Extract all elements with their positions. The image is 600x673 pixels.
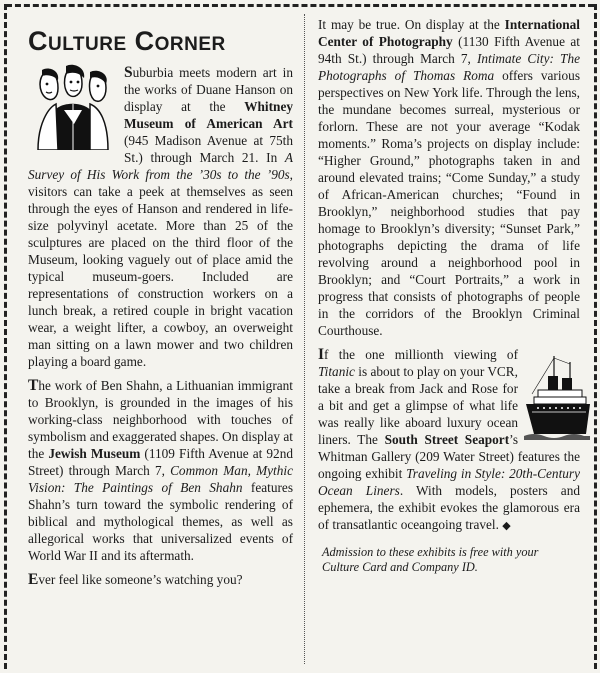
exhibit-title-ocean-liners: Traveling in Style: 20th-Century Ocean Liners bbox=[318, 466, 580, 498]
venue-whitney: Whitney Museum of American Art bbox=[124, 99, 293, 131]
pop-art-figures-illustration bbox=[28, 64, 116, 150]
right-column bbox=[318, 16, 580, 582]
left-column bbox=[28, 64, 293, 595]
film-title-titanic: Titanic bbox=[318, 364, 355, 379]
exhibit-title-roma: Intimate City: The Photographs of Thomas Roma bbox=[318, 51, 580, 83]
dashed-border-top bbox=[6, 4, 594, 7]
exhibit-title-shahn: Common Man, Mythic Vision: The Paintings of Ben Shahn bbox=[28, 463, 293, 495]
paragraph-whitney: Suburbia meets modern art in the works of Duane Hanson on display at the Whitney Museum of American Art (945 Madison Avenue at 75th St.) through March 21. In A Survey of His Work from the ’30s to the ’90s, visitors can take a peek at themselves as seen through the eyes of Hanson and rendered in life-size polyvinyl acetate. More than 25 of the sculptures are placed on the third floor of the Museum, looking vaguely out of place amid the typical museum-goers. Included are representations of construction workers on a lunch break, a retired couple in bright vacation wear, a weight lifter, a cowboy, an overweight man sitting on a lawn mower and two children playing a board game. bbox=[28, 64, 293, 369]
section-title: Culture Corner bbox=[28, 26, 226, 56]
ocean-liner-illustration bbox=[524, 350, 590, 446]
paragraph-seaport: If the one millionth viewing of Titanic is about to play on your VCR, take a break from Jack and Rose for a bit and get a glimpse of what life was really like aboard luxury ocean liners. The South Street Seaport’s Whitman Gallery (209 Water Street) features the ongoing exhibit Traveling in Style: 20th-Century Ocean Liners. With models, posters and ephemera, the exhibit evokes the glamorous era of transatlantic oceangoing travel. ◆ bbox=[318, 346, 580, 532]
column-divider bbox=[304, 14, 305, 664]
exhibit-title-hanson: A Survey of His Work from the ’30s to the ’90s bbox=[28, 150, 293, 182]
paragraph-watching: Ever feel like someone’s watching you? bbox=[28, 571, 243, 588]
admission-note: Admission to these exhibits is free with your Culture Card and Company ID. bbox=[322, 545, 539, 574]
paragraph-icp: It may be true. On display at the International Center of Photography (1130 Fifth Avenue at 94th St.) through March 7, Intimate City: The Photographs of Thomas Roma offers various perspectives on New York life. Through the lens, the mundane becomes surreal, mysterious or forlorn. These are not your average “Kodak moments.” Roma’s projects on display include: “Higher Ground,” photographs taken in and around elevated trains; “Come Sunday,” a study of African-American churches; “Found in Brooklyn,” neighborhood studies that pay homage to Brooklyn’s diversity; “Sunset Park,” photographs depicting the drama of life revolving around a neighborhood pool in Brooklyn; and “Court Portraits,” a work in progress that consists of photographs of people in the corridors of the Brooklyn Criminal Courthouse. bbox=[318, 17, 581, 338]
dashed-border-left bbox=[4, 4, 7, 669]
paragraph-jewish-museum: The work of Ben Shahn, a Lithuanian immigrant to Brooklyn, is grounded in the images of his working-class neighborhood with touches of symbolism and exaggerated shapes. On display at the Jewish Museum (1109 Fifth Avenue at 92nd Street) through March 7, Common Man, Mythic Vision: The Paintings of Ben Shahn features Shahn’s turn toward the symbolic rendering of biblical and mythological themes, as well as allegorical works that universalized events of World War II and its aftermath. bbox=[28, 377, 293, 563]
dashed-border-right bbox=[594, 4, 597, 669]
end-mark-icon: ◆ bbox=[502, 520, 511, 532]
venue-icp: International Center of Photography bbox=[318, 17, 580, 49]
venue-seaport: South Street Seaport bbox=[384, 432, 510, 447]
venue-jewish-museum: Jewish Museum bbox=[48, 446, 141, 461]
